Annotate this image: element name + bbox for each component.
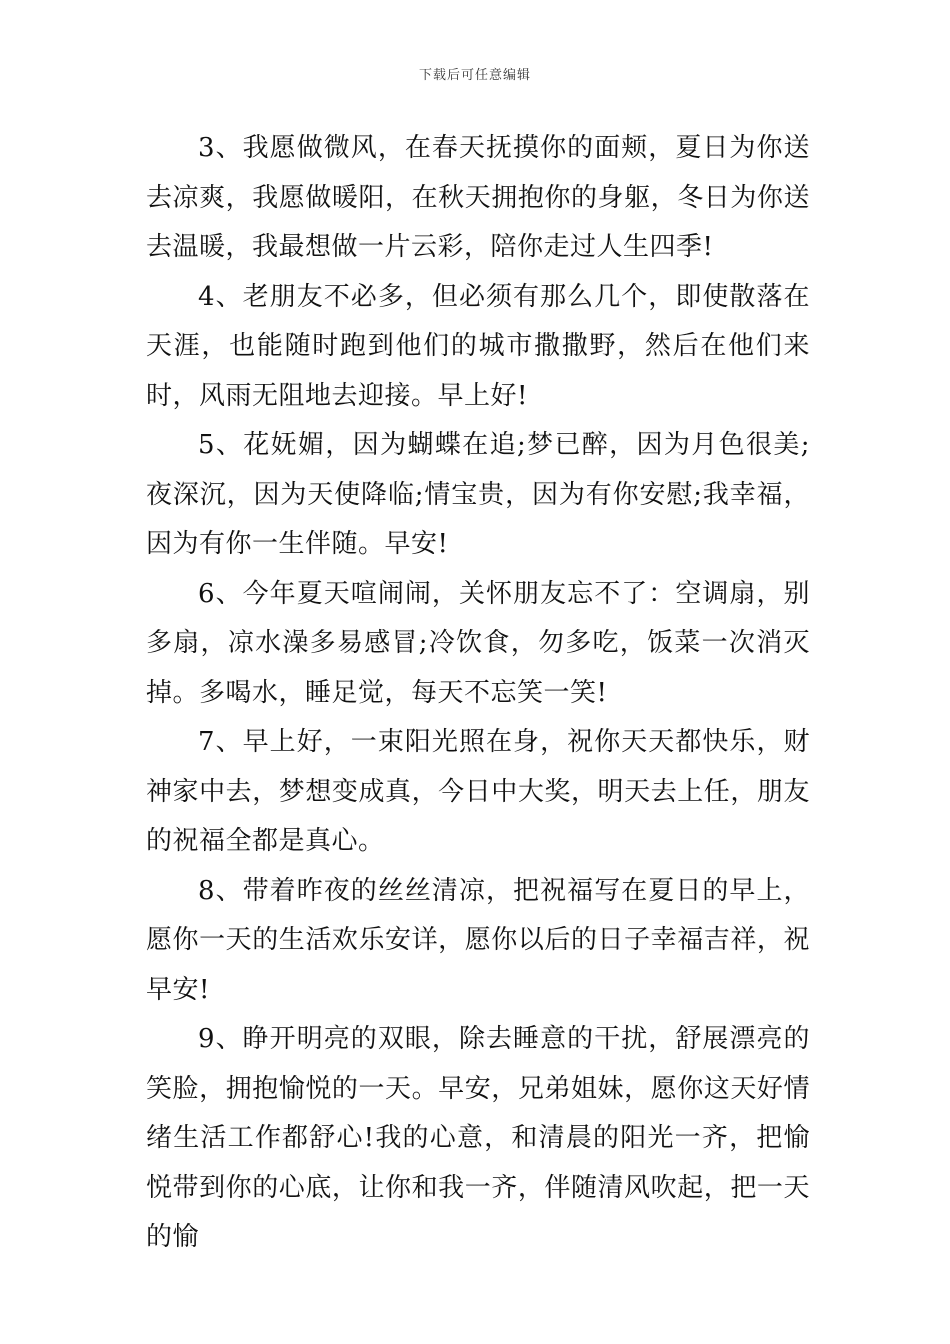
document-body: [146, 124, 810, 1263]
paragraph-4: 4、老朋友不必多，但必须有那么几个，即使散落在天涯，也能随时跑到他们的城市撒撒野，然后在他们来时，风雨无阻地去迎接。早上好!: [146, 281, 810, 411]
paragraph-5: 5、花妩媚，因为蝴蝶在追;梦已醉，因为月色很美;夜深沉，因为天使降临;情宝贵，因为有你安慰;我幸福，因为有你一生伴随。早安!: [146, 430, 810, 559]
paragraph-3: 3、我愿做微风，在春天抚摸你的面颊，夏日为你送去凉爽，我愿做暖阳，在秋天拥抱你的身躯，冬日为你送去温暖，我最想做一片云彩，陪你走过人生四季!: [146, 133, 810, 262]
paragraph-9: 9、睁开明亮的双眼，除去睡意的干扰，舒展漂亮的笑脸，拥抱愉悦的一天。早安，兄弟姐妹，愿你这天好情绪生活工作都舒心!我的心意，和清晨的阳光一齐，把愉悦带到你的心底，让你和我一齐，伴随清风吹起，把一天的愉: [146, 1024, 810, 1252]
paragraph-7: 7、早上好，一束阳光照在身，祝你天天都快乐，财神家中去，梦想变成真，今日中大奖，明天去上任，朋友的祝福全都是真心。: [146, 727, 810, 856]
paragraph-8: 8、带着昨夜的丝丝清凉，把祝福写在夏日的早上，愿你一天的生活欢乐安详，愿你以后的日子幸福吉祥，祝早安!: [146, 875, 810, 1005]
page-header: 下载后可任意编辑: [418, 68, 531, 83]
paragraph-6: 6、今年夏天喧闹闹，关怀朋友忘不了：空调扇，别多扇，凉水澡多易感冒;冷饮食，勿多吃，饭菜一次消灭掉。多喝水，睡足觉，每天不忘笑一笑!: [146, 578, 810, 708]
